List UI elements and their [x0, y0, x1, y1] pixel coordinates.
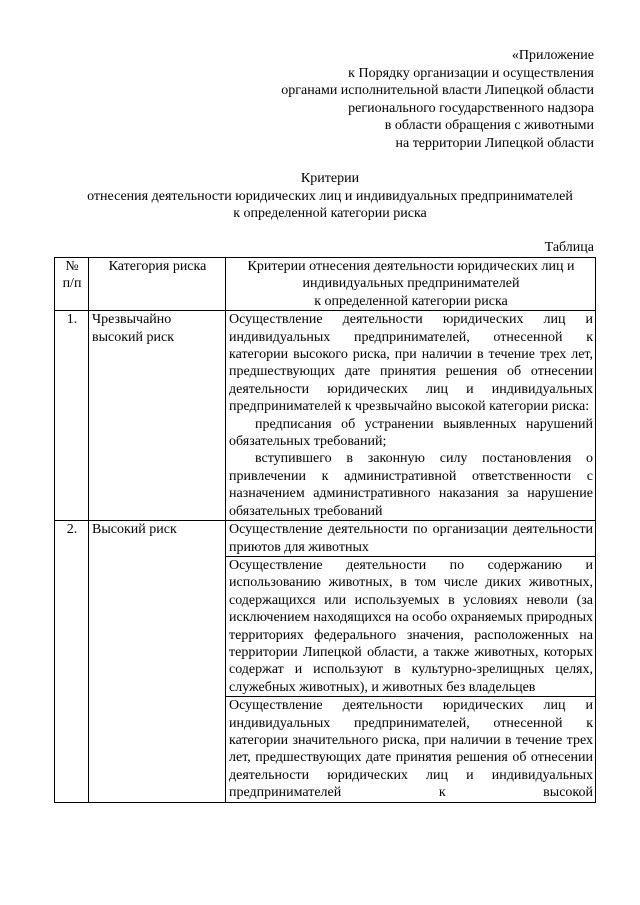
row-category: Высокий риск	[89, 521, 226, 803]
criteria-paragraph: Осуществление деятельности по организации деятельности приютов для животных	[229, 522, 593, 555]
table-row	[55, 311, 596, 521]
appendix-line: в области обращения с животными	[384, 118, 594, 134]
criteria-title: Критерии	[300, 171, 360, 186]
row-num: 2.	[55, 521, 89, 803]
appendix-line: на территории Липецкой области	[395, 135, 594, 151]
criteria-subtitle-line: к определенной категории риска	[233, 206, 427, 222]
row-criteria	[226, 556, 596, 696]
criteria-paragraph: Осуществление деятельности юридических лиц и индивидуальных предпринимателей, отнесенной к категории высокого риска, при наличии в течение трех лет, предшествующих дате принятия решения об отнесении деятельности юридических лиц и индивидуальных предпринимателей к чрезвычайно высокой категории риска:	[229, 312, 593, 415]
criteria-paragraph: Осуществление деятельности по содержанию и использованию животных, в том числе диких животных, содержащихся или используемых в условиях неволи (за исключением находящихся на особо охраняемых природных территориях федерального значения, расположенных на территории Липецкой области, а также животных, которых содержат и используют в культурно-зрелищных целях, служебных животных), и животных без владельцев	[229, 557, 593, 695]
risk-category-table	[54, 257, 596, 803]
appendix-header	[281, 47, 594, 153]
header-criteria-line: Критерии отнесения деятельности юридических лиц и	[247, 259, 575, 274]
table-row	[55, 521, 596, 557]
header-criteria	[226, 258, 596, 311]
header-criteria-line: индивидуальных предпринимателей	[302, 276, 520, 292]
criteria-paragraph: вступившего в законную силу постановления о привлечении к административной ответственности с назначением административного наказания за нарушение обязательных требований	[229, 451, 593, 519]
criteria-subtitle-line: отнесения деятельности юридических лиц и индивидуальных предпринимателей	[87, 188, 573, 204]
header-criteria-line: к определенной категории риска	[314, 293, 508, 309]
table-caption: Таблица	[544, 240, 594, 255]
row-num: 1.	[55, 311, 89, 521]
appendix-line: регионального государственного надзора	[348, 100, 594, 116]
header-category: Категория риска	[89, 258, 226, 311]
row-criteria	[226, 697, 596, 802]
appendix-line: органами исполнительной власти Липецкой области	[281, 83, 594, 99]
appendix-line: к Порядку организации и осуществления	[348, 65, 594, 81]
header-num: № п/п	[55, 258, 89, 311]
criteria-heading	[40, 170, 620, 223]
criteria-paragraph: Осуществление деятельности юридических лиц и индивидуальных предпринимателей, отнесенной к категории значительного риска, при наличии в течение трех лет, предшествующих дате принятия решения об отнесении деятельности юридических лиц и индивидуальных предпринимателей к высокой	[229, 698, 593, 801]
appendix-line: «Приложение	[511, 48, 594, 63]
row-category: Чрезвычайно высокий риск	[89, 311, 226, 521]
row-criteria	[226, 521, 596, 557]
table-header-row	[55, 258, 596, 311]
criteria-paragraph: предписания об устранении выявленных нарушений обязательных требований;	[229, 416, 593, 450]
row-criteria	[226, 311, 596, 521]
